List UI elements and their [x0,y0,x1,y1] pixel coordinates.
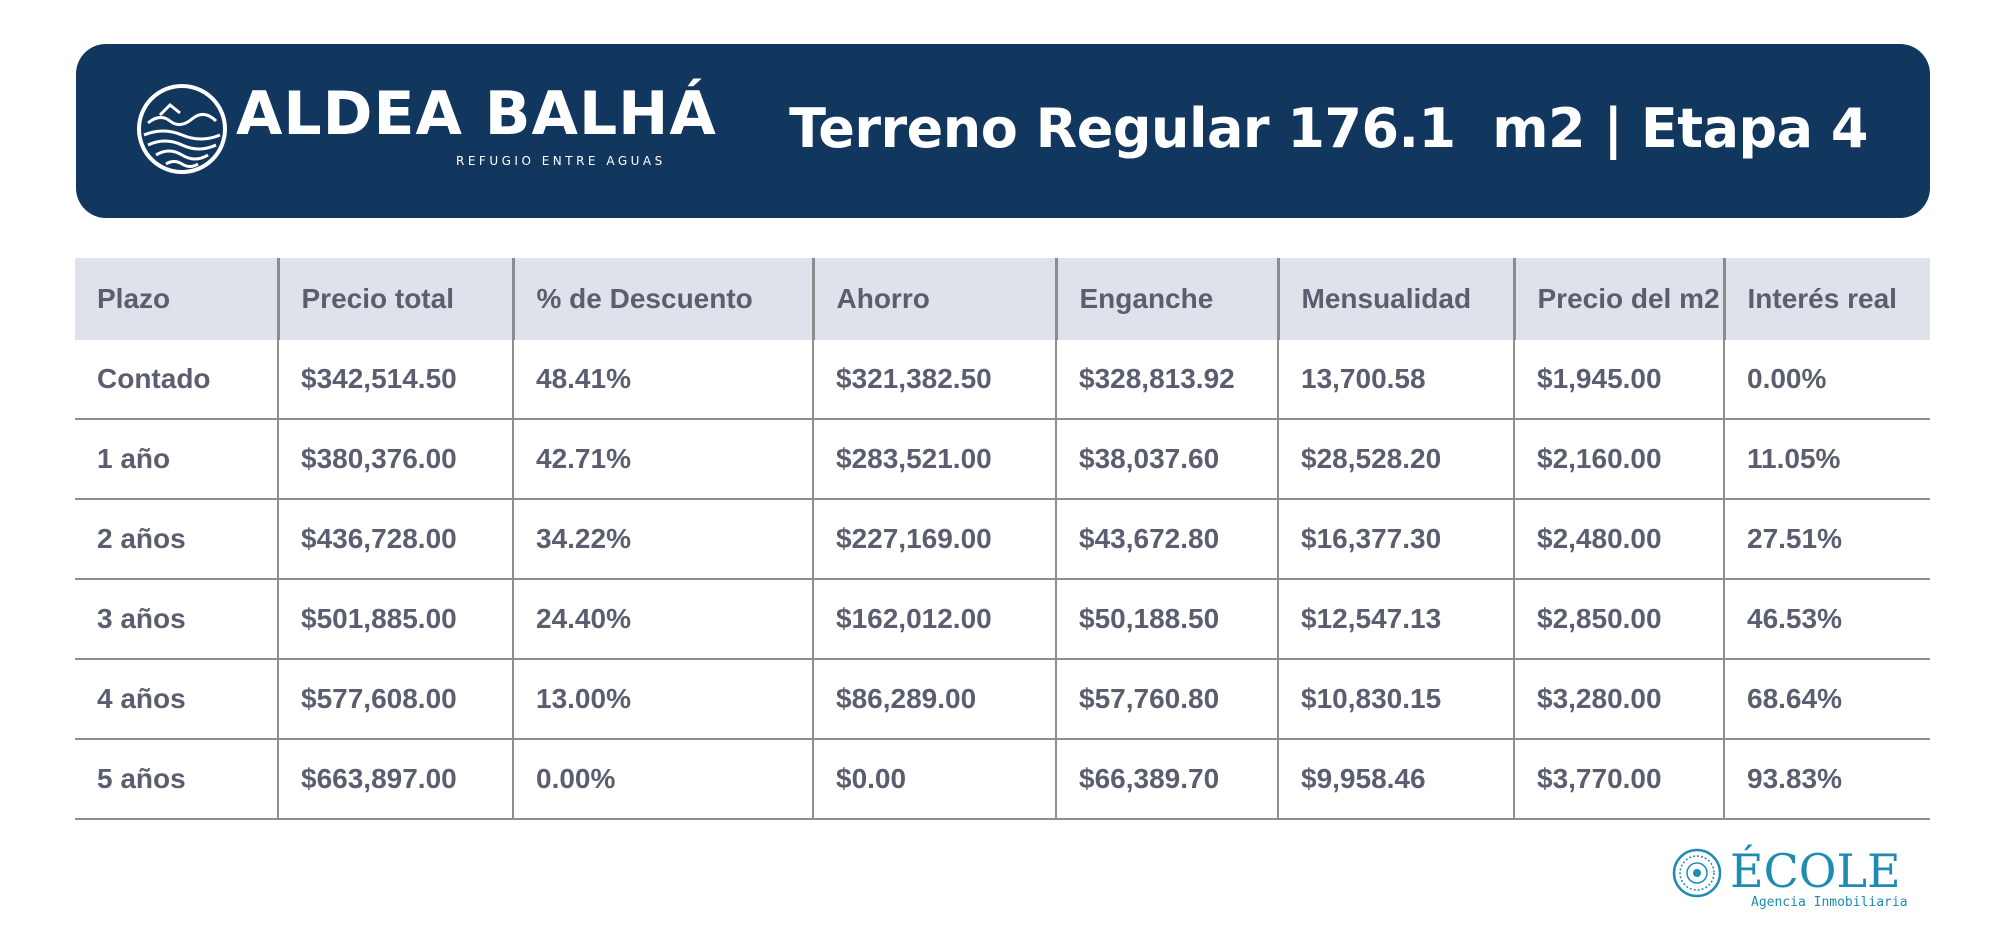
table-row [75,659,1930,739]
table-row [75,579,1930,659]
table-cell: 11.05% [1724,419,1930,499]
table-cell: 46.53% [1724,579,1930,659]
table-cell: $328,813.92 [1056,340,1278,419]
brand-name: ALDEA BALHÁ [236,79,717,149]
table-cell: $2,480.00 [1514,499,1724,579]
table-cell: $38,037.60 [1056,419,1278,499]
table-cell: 27.51% [1724,499,1930,579]
table-cell: $86,289.00 [813,659,1056,739]
table-cell: Contado [75,340,278,419]
table-cell: 13,700.58 [1278,340,1514,419]
table-cell: $283,521.00 [813,419,1056,499]
table-cell: $501,885.00 [278,579,513,659]
agency-name: ÉCOLE [1730,844,1901,898]
table-cell: $9,958.46 [1278,739,1514,819]
table-cell: 1 año [75,419,278,499]
table-cell: $66,389.70 [1056,739,1278,819]
header-banner [76,44,1930,218]
table-cell: $321,382.50 [813,340,1056,419]
page-title: Terreno Regular 176.1 m2 | Etapa 4 [789,97,1868,160]
pricing-table [75,258,1930,820]
column-header-descuento: % de Descuento [513,258,813,340]
table-cell: 0.00% [1724,340,1930,419]
table-cell: $3,280.00 [1514,659,1724,739]
table-cell: 3 años [75,579,278,659]
table-cell: $577,608.00 [278,659,513,739]
table-cell: $2,160.00 [1514,419,1724,499]
table-cell: $1,945.00 [1514,340,1724,419]
table-cell: $342,514.50 [278,340,513,419]
table-cell: $0.00 [813,739,1056,819]
table-cell: $162,012.00 [813,579,1056,659]
table-cell: $380,376.00 [278,419,513,499]
table-cell: 0.00% [513,739,813,819]
table-cell: $663,897.00 [278,739,513,819]
column-header-precio-total: Precio total [278,258,513,340]
table-cell: 42.71% [513,419,813,499]
table-cell: 24.40% [513,579,813,659]
table-cell: $12,547.13 [1278,579,1514,659]
table-cell: $10,830.15 [1278,659,1514,739]
table-cell: $16,377.30 [1278,499,1514,579]
table-cell: 5 años [75,739,278,819]
table-cell: $57,760.80 [1056,659,1278,739]
table-cell: 34.22% [513,499,813,579]
column-header-precio-m2: Precio del m2 [1514,258,1724,340]
column-header-interes-real: Interés real [1724,258,1930,340]
table-cell: $43,672.80 [1056,499,1278,579]
table-row [75,419,1930,499]
table-cell: $50,188.50 [1056,579,1278,659]
column-header-enganche: Enganche [1056,258,1278,340]
table-cell: $28,528.20 [1278,419,1514,499]
table-cell: 48.41% [513,340,813,419]
table-row [75,739,1930,819]
ecole-logo-icon [1672,848,1722,898]
table-cell: 93.83% [1724,739,1930,819]
table-cell: 4 años [75,659,278,739]
brand-tagline: REFUGIO ENTRE AGUAS [456,154,666,168]
table-row [75,340,1930,419]
column-header-mensualidad: Mensualidad [1278,258,1514,340]
table-cell: $436,728.00 [278,499,513,579]
aldea-balha-logo-icon [136,83,228,175]
table-cell: 2 años [75,499,278,579]
table-row [75,499,1930,579]
agency-subtitle: Agencia Inmobiliaria [1751,895,1908,910]
table-cell: 13.00% [513,659,813,739]
column-header-plazo: Plazo [75,258,278,340]
column-header-ahorro: Ahorro [813,258,1056,340]
table-cell: $227,169.00 [813,499,1056,579]
table-header-row [75,258,1930,340]
table-cell: $3,770.00 [1514,739,1724,819]
table-cell: 68.64% [1724,659,1930,739]
table-cell: $2,850.00 [1514,579,1724,659]
